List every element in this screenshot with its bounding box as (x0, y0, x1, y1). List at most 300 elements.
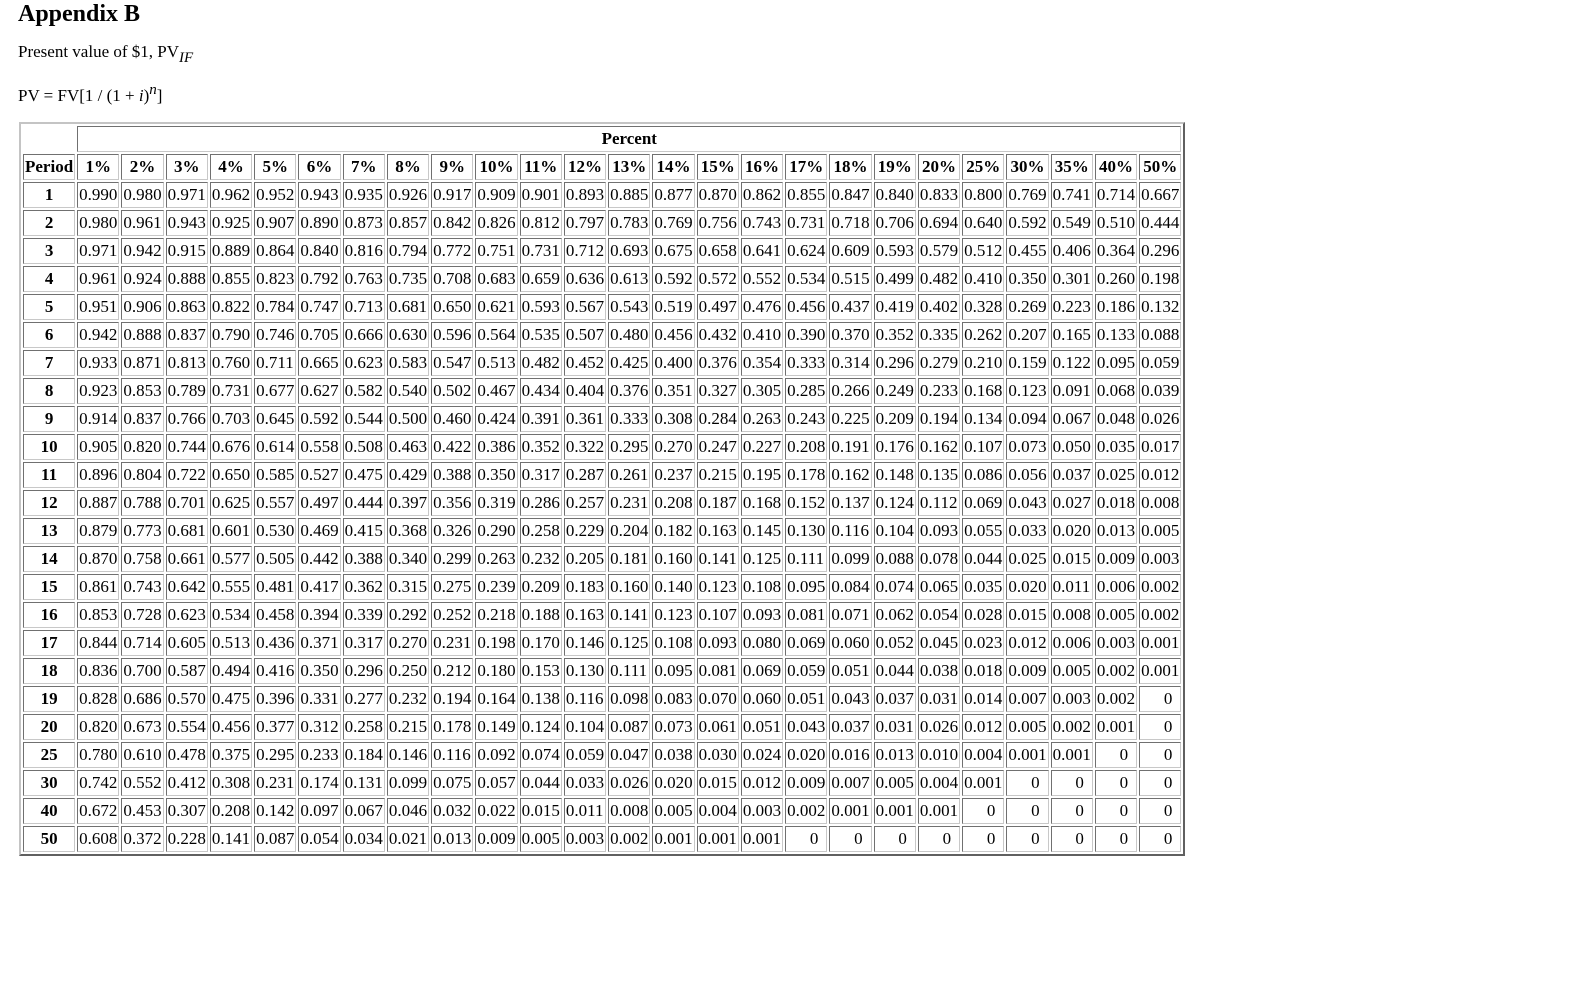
value-cell: 0.780 (77, 742, 119, 768)
value-cell: 0.322 (564, 434, 606, 460)
value-cell: 0.914 (77, 406, 119, 432)
value-cell: 0.870 (77, 546, 119, 572)
value-cell: 0.059 (785, 658, 827, 684)
value-cell: 0.218 (475, 602, 517, 628)
value-cell: 0.088 (874, 546, 916, 572)
value-cell: 0.239 (475, 574, 517, 600)
value-cell: 0.390 (785, 322, 827, 348)
value-cell: 0 (1139, 714, 1181, 740)
value-cell: 0.016 (829, 742, 871, 768)
value-cell: 0.499 (874, 266, 916, 292)
value-cell: 0.783 (608, 210, 650, 236)
value-cell: 0.125 (741, 546, 783, 572)
value-cell: 0.174 (298, 770, 340, 796)
value-cell: 0.416 (254, 658, 296, 684)
value-cell: 0.007 (1006, 686, 1048, 712)
value-cell: 0.194 (431, 686, 473, 712)
value-cell: 0.773 (121, 518, 163, 544)
column-header: 35% (1051, 154, 1093, 180)
value-cell: 0.141 (697, 546, 739, 572)
value-cell: 0.475 (210, 686, 252, 712)
value-cell: 0.296 (1139, 238, 1181, 264)
value-cell: 0.013 (1095, 518, 1137, 544)
value-cell: 0.703 (210, 406, 252, 432)
value-cell: 0 (1139, 770, 1181, 796)
value-cell: 0.290 (475, 518, 517, 544)
value-cell: 0 (1006, 826, 1048, 852)
value-cell: 0.022 (475, 798, 517, 824)
value-cell: 0.153 (520, 658, 562, 684)
value-cell: 0.002 (1139, 574, 1181, 600)
period-cell: 40 (23, 798, 75, 824)
value-cell: 0.694 (918, 210, 960, 236)
value-cell: 0.296 (874, 350, 916, 376)
value-cell: 0.209 (874, 406, 916, 432)
value-cell: 0.391 (520, 406, 562, 432)
value-cell: 0.223 (1051, 294, 1093, 320)
value-cell: 0.069 (962, 490, 1004, 516)
table-row (23, 406, 1181, 432)
value-cell: 0.005 (874, 770, 916, 796)
value-cell: 0.340 (387, 546, 429, 572)
value-cell: 0.123 (652, 602, 694, 628)
value-cell: 0.386 (475, 434, 517, 460)
value-cell: 0.583 (387, 350, 429, 376)
value-cell: 0.003 (741, 798, 783, 824)
value-cell: 0.990 (77, 182, 119, 208)
value-cell: 0.535 (520, 322, 562, 348)
value-cell: 0.002 (608, 826, 650, 852)
value-cell: 0.104 (564, 714, 606, 740)
value-cell: 0.326 (431, 518, 473, 544)
value-cell: 0.412 (166, 770, 208, 796)
value-cell: 0.024 (741, 742, 783, 768)
value-cell: 0.339 (343, 602, 385, 628)
value-cell: 0.722 (166, 462, 208, 488)
value-cell: 0.502 (431, 378, 473, 404)
value-cell: 0.508 (343, 434, 385, 460)
value-cell: 0.971 (166, 182, 208, 208)
value-cell: 0.505 (254, 546, 296, 572)
value-cell: 0.208 (652, 490, 694, 516)
value-cell: 0.093 (918, 518, 960, 544)
value-cell: 0.162 (829, 462, 871, 488)
value-cell: 0.116 (829, 518, 871, 544)
value-cell: 0.184 (343, 742, 385, 768)
value-cell: 0.051 (785, 686, 827, 712)
value-cell: 0.388 (343, 546, 385, 572)
value-cell: 0.833 (918, 182, 960, 208)
value-cell: 0 (1139, 686, 1181, 712)
value-cell: 0.889 (210, 238, 252, 264)
value-cell: 0.456 (652, 322, 694, 348)
value-cell: 0.228 (166, 826, 208, 852)
value-cell: 0.871 (121, 350, 163, 376)
period-cell: 19 (23, 686, 75, 712)
value-cell: 0.570 (166, 686, 208, 712)
value-cell: 0.194 (918, 406, 960, 432)
period-cell: 10 (23, 434, 75, 460)
value-cell: 0 (1139, 826, 1181, 852)
value-cell: 0.005 (1006, 714, 1048, 740)
value-cell: 0.743 (741, 210, 783, 236)
value-cell: 0.587 (166, 658, 208, 684)
value-cell: 0.095 (1095, 350, 1137, 376)
value-cell: 0.429 (387, 462, 429, 488)
value-cell: 0.012 (1139, 462, 1181, 488)
table-row (23, 546, 1181, 572)
value-cell: 0.500 (387, 406, 429, 432)
value-cell: 0.415 (343, 518, 385, 544)
column-header: 5% (254, 154, 296, 180)
value-cell: 0 (1095, 742, 1137, 768)
value-cell: 0.215 (697, 462, 739, 488)
value-cell: 0.673 (121, 714, 163, 740)
value-cell: 0.840 (874, 182, 916, 208)
value-cell: 0.044 (874, 658, 916, 684)
value-cell: 0.061 (697, 714, 739, 740)
value-cell: 0.015 (520, 798, 562, 824)
value-cell: 0.507 (564, 322, 606, 348)
value-cell: 0.593 (520, 294, 562, 320)
value-cell: 0.059 (1139, 350, 1181, 376)
value-cell: 0.044 (520, 770, 562, 796)
value-cell: 0.510 (1095, 210, 1137, 236)
table-body (23, 182, 1181, 852)
value-cell: 0.519 (652, 294, 694, 320)
group-header-row (23, 126, 1181, 152)
value-cell: 0.463 (387, 434, 429, 460)
column-header: 30% (1006, 154, 1048, 180)
value-cell: 0.069 (785, 630, 827, 656)
value-cell: 0.794 (387, 238, 429, 264)
value-cell: 0.045 (918, 630, 960, 656)
value-cell: 0.705 (298, 322, 340, 348)
value-cell: 0.555 (210, 574, 252, 600)
page-title: Appendix B (18, 1, 141, 27)
value-cell: 0 (1139, 742, 1181, 768)
value-cell: 0.012 (1006, 630, 1048, 656)
value-cell: 0.681 (387, 294, 429, 320)
value-cell: 0.601 (210, 518, 252, 544)
value-cell: 0.836 (77, 658, 119, 684)
value-cell: 0.666 (343, 322, 385, 348)
value-cell: 0.062 (874, 602, 916, 628)
value-cell: 0.006 (1095, 574, 1137, 600)
value-cell: 0.497 (697, 294, 739, 320)
value-cell: 0.444 (1139, 210, 1181, 236)
value-cell: 0.015 (697, 770, 739, 796)
value-cell: 0.098 (608, 686, 650, 712)
column-header-row (23, 154, 1181, 180)
value-cell: 0.731 (210, 378, 252, 404)
table-row (23, 602, 1181, 628)
value-cell: 0.003 (1051, 686, 1093, 712)
value-cell: 0.917 (431, 182, 473, 208)
value-cell: 0.582 (343, 378, 385, 404)
value-cell: 0.087 (608, 714, 650, 740)
value-cell: 0.444 (343, 490, 385, 516)
value-cell: 0.906 (121, 294, 163, 320)
period-cell: 25 (23, 742, 75, 768)
value-cell: 0.059 (564, 742, 606, 768)
value-cell: 0.296 (343, 658, 385, 684)
column-header: 17% (785, 154, 827, 180)
value-cell: 0.017 (1139, 434, 1181, 460)
value-cell: 0.050 (1051, 434, 1093, 460)
value-cell: 0.231 (254, 770, 296, 796)
value-cell: 0.742 (77, 770, 119, 796)
value-cell: 0.731 (785, 210, 827, 236)
value-cell: 0.037 (874, 686, 916, 712)
value-cell: 0.788 (121, 490, 163, 516)
value-cell: 0.093 (697, 630, 739, 656)
value-cell: 0 (1051, 770, 1093, 796)
value-cell: 0.088 (1139, 322, 1181, 348)
period-cell: 4 (23, 266, 75, 292)
value-cell: 0.168 (741, 490, 783, 516)
value-cell: 0.376 (608, 378, 650, 404)
value-cell: 0.165 (1051, 322, 1093, 348)
value-cell: 0.008 (1139, 490, 1181, 516)
value-cell: 0.279 (918, 350, 960, 376)
value-cell: 0.901 (520, 182, 562, 208)
value-cell: 0 (874, 826, 916, 852)
value-cell: 0.354 (741, 350, 783, 376)
value-cell: 0.263 (741, 406, 783, 432)
value-cell: 0 (829, 826, 871, 852)
value-cell: 0.138 (520, 686, 562, 712)
value-cell: 0.001 (652, 826, 694, 852)
value-cell: 0.018 (1095, 490, 1137, 516)
value-cell: 0.005 (520, 826, 562, 852)
value-cell: 0.005 (1139, 518, 1181, 544)
value-cell: 0.004 (697, 798, 739, 824)
value-cell: 0.842 (431, 210, 473, 236)
value-cell: 0.231 (431, 630, 473, 656)
value-cell: 0.543 (608, 294, 650, 320)
value-cell: 0.051 (741, 714, 783, 740)
value-cell: 0.350 (1006, 266, 1048, 292)
value-cell: 0.301 (1051, 266, 1093, 292)
subtitle (18, 42, 193, 67)
table-row (23, 686, 1181, 712)
formula-prefix: PV = FV[1 / (1 + (18, 86, 139, 105)
value-cell: 0.980 (77, 210, 119, 236)
value-cell: 0.001 (874, 798, 916, 824)
value-cell: 0.073 (652, 714, 694, 740)
value-cell: 0.641 (741, 238, 783, 264)
value-cell: 0.816 (343, 238, 385, 264)
value-cell: 0.060 (741, 686, 783, 712)
value-cell: 0.453 (121, 798, 163, 824)
value-cell: 0.741 (1051, 182, 1093, 208)
table-row (23, 182, 1181, 208)
value-cell: 0.388 (431, 462, 473, 488)
column-header: 18% (829, 154, 871, 180)
value-cell: 0.116 (431, 742, 473, 768)
value-cell: 0.001 (1139, 658, 1181, 684)
value-cell: 0.333 (785, 350, 827, 376)
formula-rate-symbol: i (138, 86, 144, 105)
value-cell: 0.437 (829, 294, 871, 320)
value-cell: 0.060 (829, 630, 871, 656)
value-cell: 0.249 (874, 378, 916, 404)
value-cell: 0.942 (121, 238, 163, 264)
value-cell: 0.442 (298, 546, 340, 572)
value-cell: 0.178 (785, 462, 827, 488)
value-cell: 0.015 (1051, 546, 1093, 572)
value-cell: 0.048 (1095, 406, 1137, 432)
period-cell: 6 (23, 322, 75, 348)
value-cell: 0.744 (166, 434, 208, 460)
value-cell: 0.627 (298, 378, 340, 404)
value-cell: 0 (918, 826, 960, 852)
value-cell: 0.002 (1051, 714, 1093, 740)
value-cell: 0.820 (77, 714, 119, 740)
value-cell: 0.001 (1006, 742, 1048, 768)
value-cell: 0.037 (1051, 462, 1093, 488)
value-cell: 0.751 (475, 238, 517, 264)
value-cell: 0.260 (1095, 266, 1137, 292)
value-cell: 0.124 (520, 714, 562, 740)
value-cell: 0.006 (1051, 630, 1093, 656)
value-cell: 0.460 (431, 406, 473, 432)
value-cell: 0.146 (387, 742, 429, 768)
value-cell: 0.137 (829, 490, 871, 516)
value-cell: 0.081 (697, 658, 739, 684)
value-cell: 0.731 (520, 238, 562, 264)
value-cell: 0.879 (77, 518, 119, 544)
period-cell: 16 (23, 602, 75, 628)
value-cell: 0.124 (874, 490, 916, 516)
value-cell: 0.870 (697, 182, 739, 208)
value-cell: 0.232 (520, 546, 562, 572)
value-cell: 0.209 (520, 574, 562, 600)
value-cell: 0.233 (298, 742, 340, 768)
value-cell: 0.480 (608, 322, 650, 348)
value-cell: 0.476 (741, 294, 783, 320)
value-cell: 0.039 (1139, 378, 1181, 404)
column-header: 8% (387, 154, 429, 180)
value-cell: 0.554 (166, 714, 208, 740)
value-cell: 0.015 (1006, 602, 1048, 628)
value-cell: 0.804 (121, 462, 163, 488)
value-cell: 0.305 (741, 378, 783, 404)
value-cell: 0.351 (652, 378, 694, 404)
value-cell: 0.295 (254, 742, 296, 768)
value-cell: 0.307 (166, 798, 208, 824)
value-cell: 0.087 (254, 826, 296, 852)
value-cell: 0.001 (1139, 630, 1181, 656)
value-cell: 0 (962, 798, 1004, 824)
value-cell: 0.286 (520, 490, 562, 516)
value-cell: 0.123 (1006, 378, 1048, 404)
table-row (23, 714, 1181, 740)
column-header: 6% (298, 154, 340, 180)
value-cell: 0.130 (785, 518, 827, 544)
value-cell: 0.376 (697, 350, 739, 376)
table-row (23, 378, 1181, 404)
value-cell: 0 (1095, 770, 1137, 796)
value-cell: 0.308 (652, 406, 694, 432)
value-cell: 0.467 (475, 378, 517, 404)
present-value-table (19, 122, 1185, 856)
value-cell: 0.605 (166, 630, 208, 656)
value-cell: 0.001 (1051, 742, 1093, 768)
value-cell: 0.159 (1006, 350, 1048, 376)
value-cell: 0.885 (608, 182, 650, 208)
value-cell: 0.275 (431, 574, 473, 600)
value-cell: 0.011 (564, 798, 606, 824)
value-cell: 0.054 (298, 826, 340, 852)
value-cell: 0.099 (387, 770, 429, 796)
value-cell: 0.873 (343, 210, 385, 236)
value-cell: 0.095 (785, 574, 827, 600)
value-cell: 0.396 (254, 686, 296, 712)
value-cell: 0.820 (121, 434, 163, 460)
value-cell: 0.180 (475, 658, 517, 684)
formula-close-paren: ) (143, 86, 150, 105)
value-cell: 0.033 (564, 770, 606, 796)
value-cell: 0.436 (254, 630, 296, 656)
value-cell: 0.790 (210, 322, 252, 348)
column-header: 14% (652, 154, 694, 180)
value-cell: 0.333 (608, 406, 650, 432)
table-row (23, 210, 1181, 236)
value-cell: 0.068 (1095, 378, 1137, 404)
value-cell: 0.191 (829, 434, 871, 460)
value-cell: 0.746 (254, 322, 296, 348)
value-cell: 0.434 (520, 378, 562, 404)
value-cell: 0.579 (918, 238, 960, 264)
table-row (23, 490, 1181, 516)
value-cell: 0.134 (962, 406, 1004, 432)
value-cell: 0.797 (564, 210, 606, 236)
value-cell: 0.182 (652, 518, 694, 544)
value-cell: 0.033 (1006, 518, 1048, 544)
value-cell: 0.356 (431, 490, 473, 516)
value-cell: 0.097 (298, 798, 340, 824)
value-cell: 0.942 (77, 322, 119, 348)
table-row (23, 826, 1181, 852)
table-row (23, 742, 1181, 768)
value-cell: 0.769 (1006, 182, 1048, 208)
value-cell: 0.735 (387, 266, 429, 292)
value-cell: 0.907 (254, 210, 296, 236)
value-cell: 0.593 (874, 238, 916, 264)
value-cell: 0.026 (1139, 406, 1181, 432)
formula-suffix: ] (156, 86, 163, 105)
value-cell: 0.557 (254, 490, 296, 516)
value-cell: 0.769 (652, 210, 694, 236)
period-cell: 8 (23, 378, 75, 404)
value-cell: 0.104 (874, 518, 916, 544)
value-cell: 0.263 (475, 546, 517, 572)
value-cell: 0.020 (1051, 518, 1093, 544)
value-cell: 0.080 (741, 630, 783, 656)
value-cell: 0.011 (1051, 574, 1093, 600)
value-cell: 0.758 (121, 546, 163, 572)
value-cell: 0.552 (741, 266, 783, 292)
value-cell: 0.270 (387, 630, 429, 656)
period-cell: 14 (23, 546, 75, 572)
value-cell: 0.840 (298, 238, 340, 264)
value-cell: 0.009 (1095, 546, 1137, 572)
period-cell: 7 (23, 350, 75, 376)
value-cell: 0.008 (608, 798, 650, 824)
value-cell: 0.924 (121, 266, 163, 292)
